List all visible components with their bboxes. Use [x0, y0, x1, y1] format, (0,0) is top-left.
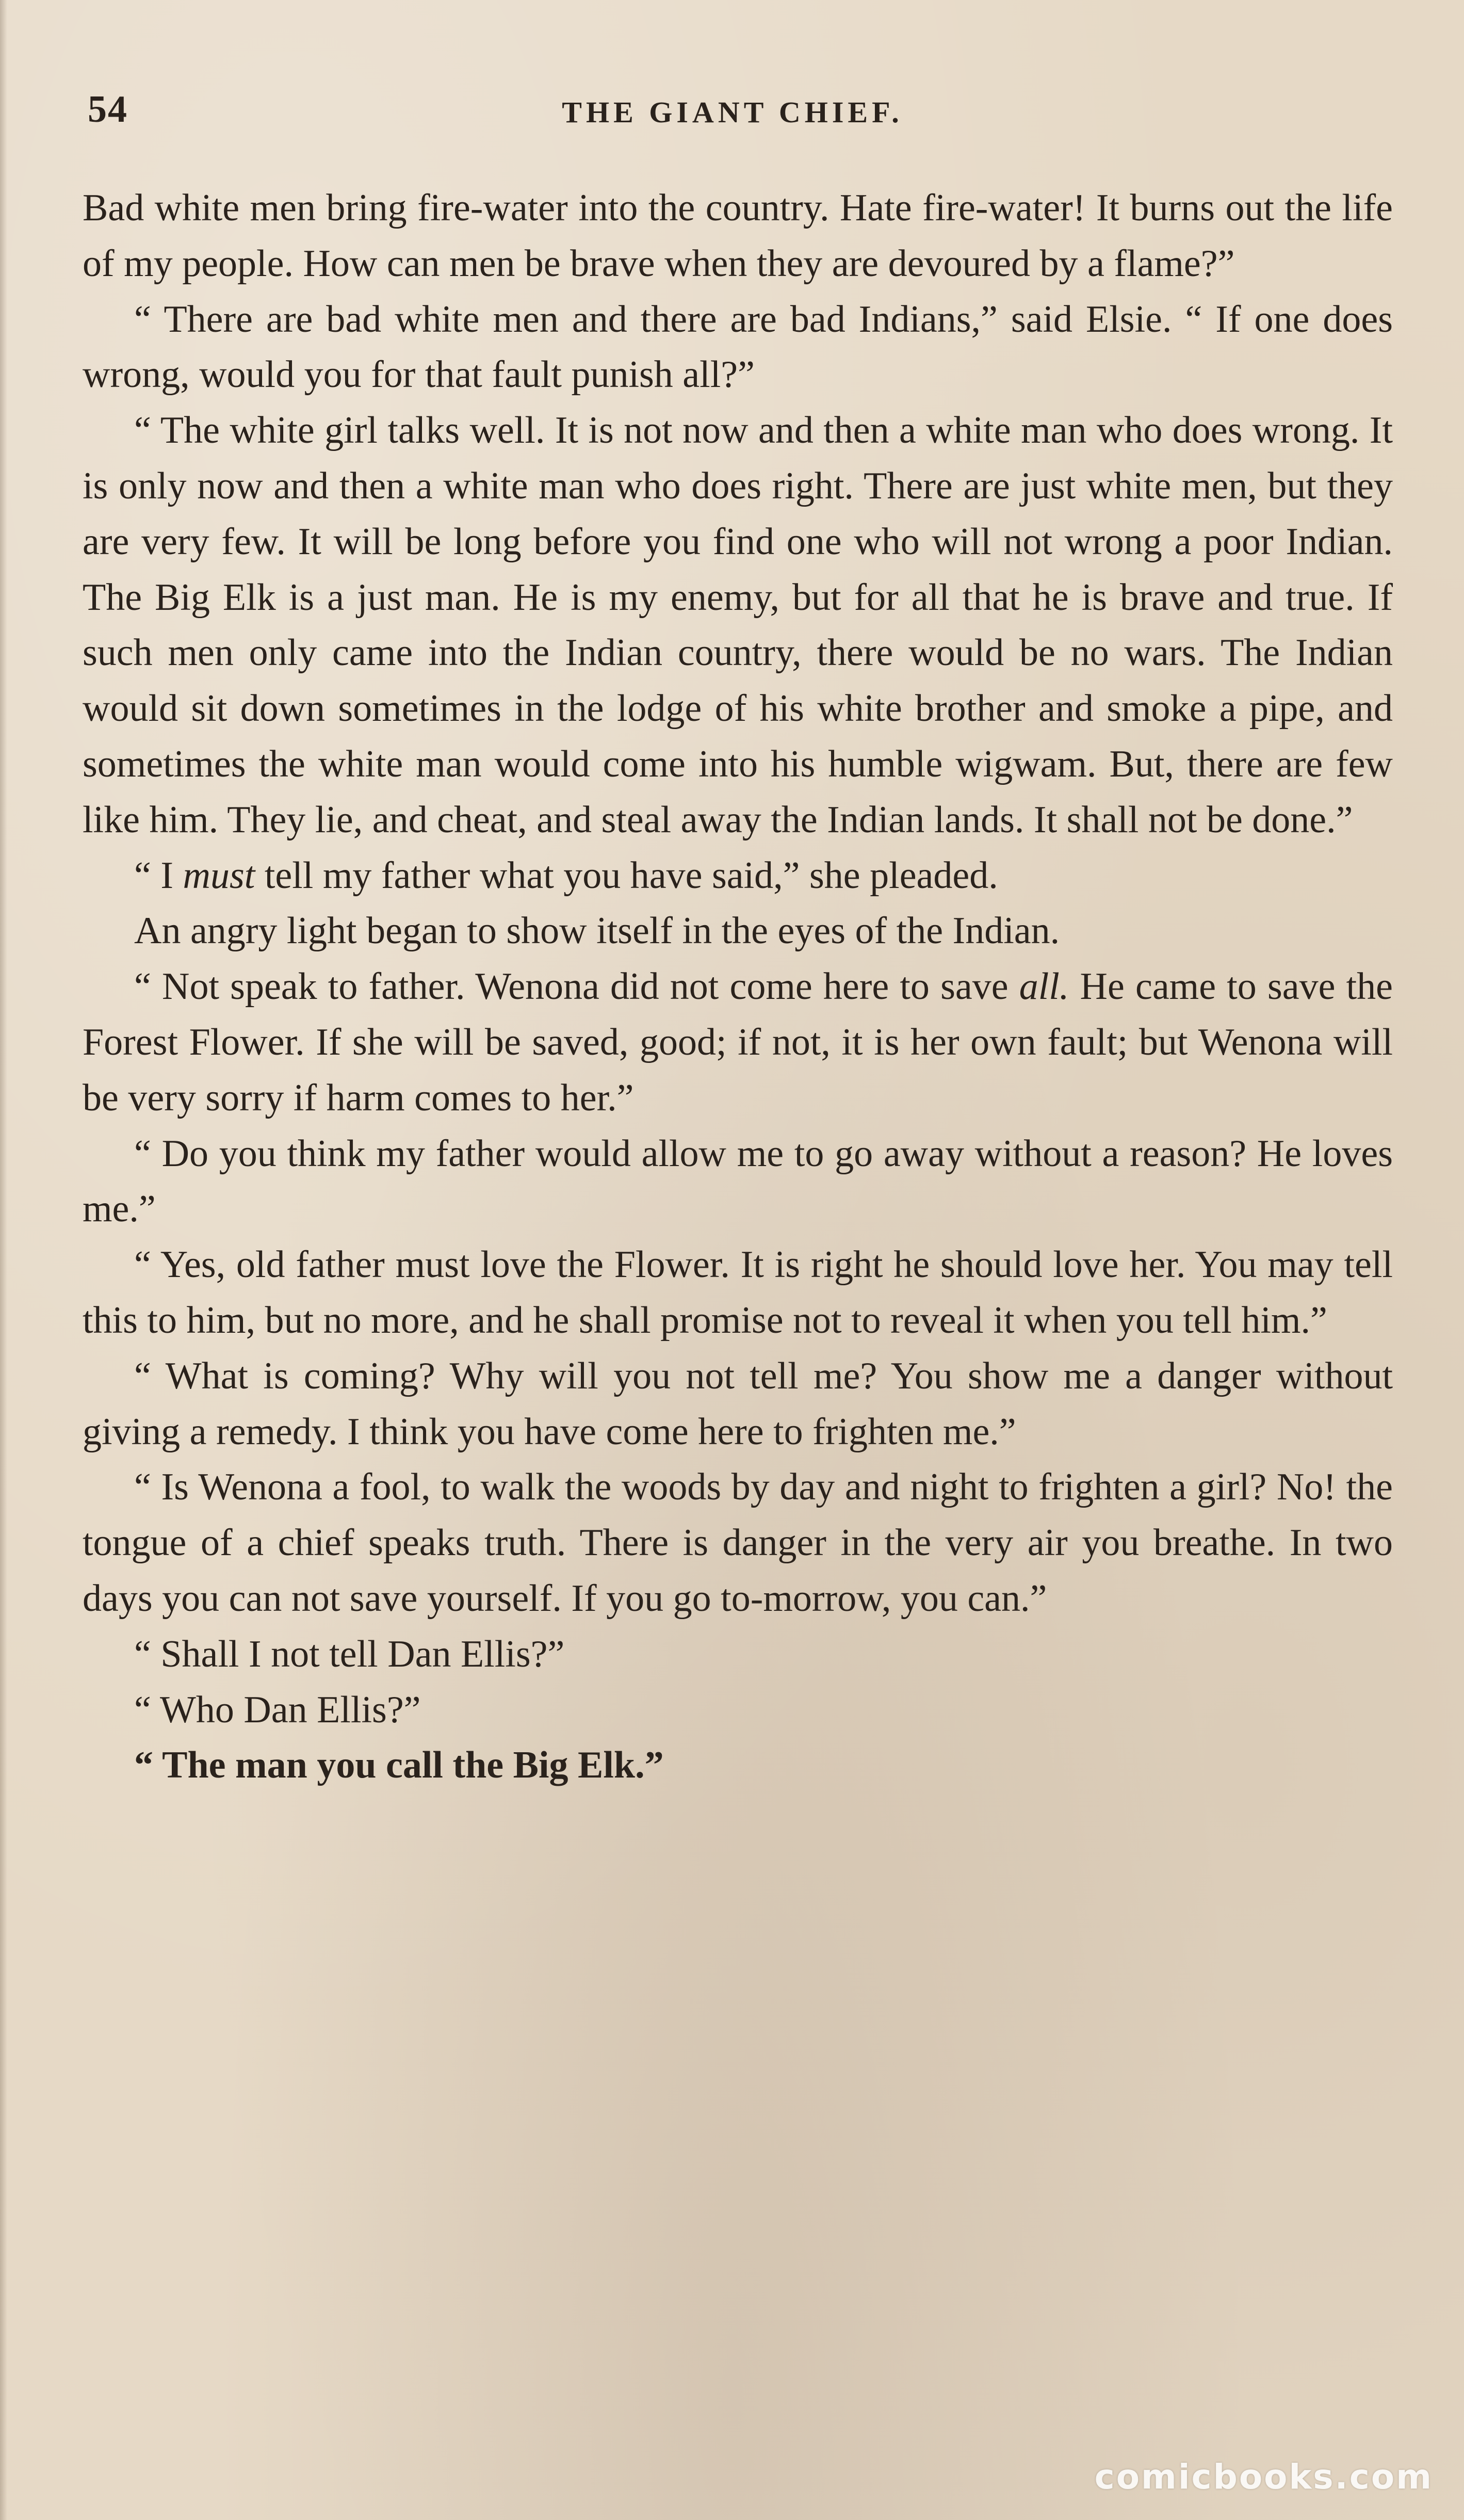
- body-text: [83, 181, 1393, 1794]
- paragraph: “ Is Wenona a fool, to walk the woods by day and night to frighten a girl? No! the tongue of a chief speaks truth. There is danger in the very air you breathe. In two days you can not save yourself. If you go to-morrow, you can.”: [83, 1466, 1393, 1620]
- emphasis-text: must: [183, 854, 255, 897]
- page-number: 54: [88, 88, 128, 131]
- paragraph: “ What is coming? Why will you not tell me? You show me a danger without giving a remedy. I think you have come here to frighten me.”: [83, 1354, 1393, 1453]
- page-edge-shadow: [0, 0, 7, 2520]
- watermark: comicbooks.com: [1094, 2457, 1433, 2497]
- paragraph: [83, 848, 1393, 904]
- paragraph: Bad white men bring fire-water into the country. Hate fire-water! It burns out the life of my people. How can men be brave when they are devoured by a flame?”: [83, 187, 1393, 285]
- paragraph-text: “ I: [134, 854, 183, 897]
- emphasis-text: all.: [1019, 965, 1069, 1008]
- running-head: THE GIANT CHIEF.: [562, 95, 903, 129]
- paragraph: “ Who Dan Ellis?”: [134, 1688, 421, 1731]
- paragraph: [83, 959, 1393, 1126]
- paragraph-text: tell my father what you have said,” she pleaded.: [255, 854, 998, 897]
- paragraph: “ There are bad white men and there are bad Indians,” said Elsie. “ If one does wrong, would you for that fault punish all?”: [83, 298, 1393, 396]
- paragraph-text: He came to save the Forest Flower. If she will be saved, good; if not, it is her own fault; but Wenona will be very sorry if harm comes to her.”: [83, 965, 1393, 1119]
- paragraph: “ The white girl talks well. It is not now and then a white man who does wrong. It is only now and then a white man who does right. There are just white men, but they are very few. It will be long before you find one who will not wrong a poor Indian. The Big Elk is a just man. He is my enemy, but for all that he is brave and true. If such men only came into the Indian country, there would be no wars. The Indian would sit down sometimes in the lodge of his white brother and smoke a pipe, and sometimes the white man would come into his humble wigwam. But, there are few like him. They lie, and cheat, and steal away the Indian lands. It shall not be done.”: [83, 409, 1393, 841]
- paragraph: “ Do you think my father would allow me to go away without a reason? He loves me.”: [83, 1132, 1393, 1231]
- paragraph-text: “ Not speak to father. Wenona did not come here to save: [134, 965, 1019, 1008]
- page-header: [77, 88, 1388, 134]
- paragraph: “ Shall I not tell Dan Ellis?”: [134, 1633, 565, 1675]
- paragraph: An angry light began to show itself in the eyes of the Indian.: [134, 910, 1060, 952]
- paragraph: “ The man you call the Big Elk.”: [134, 1744, 664, 1787]
- paragraph: “ Yes, old father must love the Flower. It is right he should love her. You may tell this to him, but no more, and he shall promise not to reveal it when you tell him.”: [83, 1243, 1393, 1342]
